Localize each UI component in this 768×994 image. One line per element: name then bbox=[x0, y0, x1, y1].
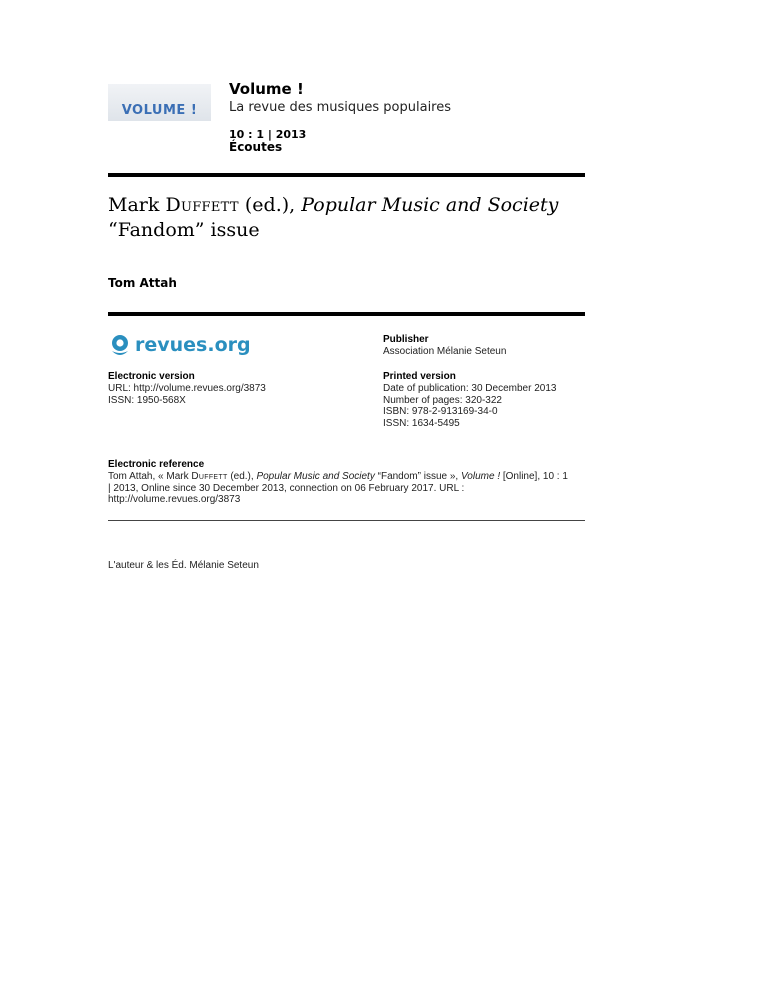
platform-logo[interactable] bbox=[108, 333, 251, 357]
title-book: Popular Music and Society bbox=[301, 194, 559, 216]
electronic-reference-text bbox=[108, 471, 573, 506]
printed-version-label: Printed version bbox=[383, 371, 456, 382]
journal-logo bbox=[108, 84, 211, 121]
ref-author: Tom Attah, « Mark bbox=[108, 471, 189, 482]
ref-rest[interactable]: 1 | 2013, Online since 30 December 2013, connection on 06 February 2017. URL : http://volume.revues.org/3873 bbox=[108, 471, 568, 505]
issue-number: 10 : 1 | 2013 bbox=[229, 128, 307, 141]
electronic-reference-label: Electronic reference bbox=[108, 459, 205, 470]
ref-issue: “Fandom” issue », bbox=[377, 471, 459, 482]
ref-ed: (ed.), bbox=[230, 471, 254, 482]
reference-divider bbox=[108, 520, 585, 521]
printed-version-pages: Number of pages: 320-322 bbox=[383, 394, 502, 406]
electronic-reference-block bbox=[108, 459, 573, 506]
journal-subtitle: La revue des musiques populaires bbox=[229, 100, 452, 115]
title-surname: Duffett bbox=[165, 194, 239, 216]
printed-version-isbn: ISBN: 978-2-913169-34-0 bbox=[383, 406, 498, 417]
publisher-label: Publisher bbox=[383, 334, 429, 345]
revues-org-logo-icon bbox=[108, 333, 132, 357]
journal-logo-text: VOLUME ! bbox=[121, 103, 198, 118]
publisher-block bbox=[383, 334, 506, 358]
ref-online: [Online], 10 : bbox=[502, 471, 560, 482]
platform-brand: revues.org bbox=[135, 334, 251, 356]
meta-divider bbox=[108, 312, 585, 316]
printed-version-date: Date of publication: 30 December 2013 bbox=[383, 383, 557, 394]
title-issue: “Fandom” issue bbox=[108, 219, 260, 241]
electronic-version-block bbox=[108, 371, 266, 406]
publisher-value: Association Mélanie Seteun bbox=[383, 346, 507, 357]
title-name: Mark bbox=[108, 194, 160, 216]
printed-version-issn: ISSN: 1634-5495 bbox=[383, 417, 460, 429]
ref-book: Popular Music and Society bbox=[256, 471, 375, 482]
issue-theme: Écoutes bbox=[229, 140, 283, 154]
electronic-version-url[interactable]: URL: http://volume.revues.org/3873 bbox=[108, 383, 266, 394]
printed-version-block bbox=[383, 371, 556, 429]
journal-name: Volume ! bbox=[229, 80, 304, 98]
article-title bbox=[108, 193, 578, 243]
ref-surname: Duffett bbox=[191, 471, 228, 482]
article-author: Tom Attah bbox=[108, 276, 177, 290]
header-divider bbox=[108, 173, 585, 177]
copyright-notice: L'auteur & les Éd. Mélanie Seteun bbox=[108, 560, 259, 571]
ref-journal: Volume ! bbox=[461, 471, 501, 482]
title-ed: (ed.), bbox=[244, 194, 296, 216]
electronic-version-issn: ISSN: 1950-568X bbox=[108, 394, 186, 406]
electronic-version-label: Electronic version bbox=[108, 371, 195, 382]
